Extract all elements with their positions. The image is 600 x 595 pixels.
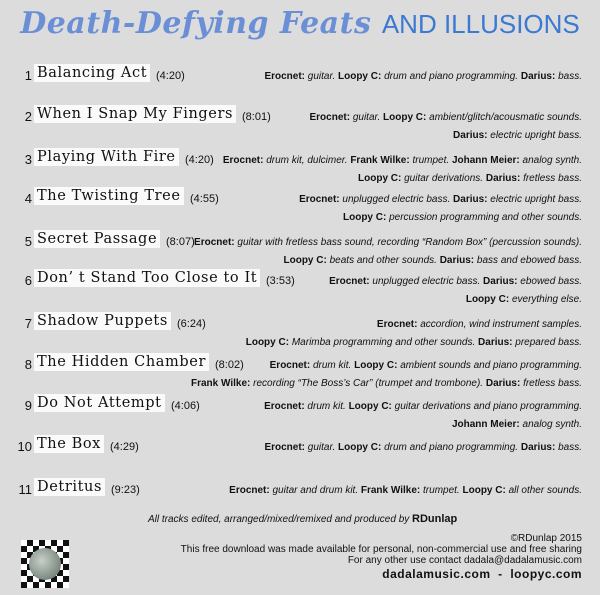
musician-name: Darius: <box>453 130 488 141</box>
track-title-text: Playing With Fire <box>37 149 176 165</box>
track-title <box>34 394 165 412</box>
logo-circle <box>29 548 61 580</box>
free-download-text: This free download was made available for personal, non-commercial use and free sharing <box>180 544 582 555</box>
instrument-text: electric upright bass. <box>487 130 582 141</box>
musician-name: Johann Meier: <box>451 155 520 166</box>
track-title <box>34 353 209 371</box>
credit-line <box>309 109 582 127</box>
track-title <box>34 269 260 287</box>
instrument-text: drum kit. <box>310 360 355 371</box>
musician-name: Erocnet: <box>309 112 351 123</box>
credit-line <box>229 482 582 500</box>
instrument-text: ambient/glitch/acousmatic sounds. <box>426 112 582 123</box>
track-title-text: Shadow Puppets <box>37 313 168 329</box>
track-number: 2 <box>24 109 32 124</box>
musician-name: Loopy C: <box>354 360 398 371</box>
instrument-text: electric upright bass. <box>487 194 582 205</box>
musician-name: Erocnet: <box>299 194 340 205</box>
track-duration: (4:55) <box>190 193 219 205</box>
credit-line <box>264 416 582 434</box>
track-number: 10 <box>17 439 32 454</box>
credit-line <box>194 234 582 252</box>
musician-name: Erocnet: <box>229 485 270 496</box>
track-title-text: When I Snap My Fingers <box>37 106 234 122</box>
instrument-text: ebowed bass. <box>517 276 582 287</box>
track-row <box>0 437 600 475</box>
track-number: 5 <box>24 234 32 249</box>
instrument-text: guitar derivations. <box>401 173 486 184</box>
producer-name: RDunlap <box>412 513 458 525</box>
musician-name: Darius: <box>439 255 475 266</box>
track-number: 4 <box>24 191 32 206</box>
track-title-text: Balancing Act <box>37 65 148 81</box>
musician-name: Erocnet: <box>376 319 418 330</box>
track-number: 1 <box>24 68 32 83</box>
track-row <box>0 271 600 309</box>
track-row <box>0 66 600 104</box>
musician-name: Erocnet: <box>269 360 311 371</box>
musician-name: Loopy C: <box>245 337 290 348</box>
track-title <box>34 64 150 82</box>
track-number: 11 <box>18 482 32 497</box>
credit-line <box>264 68 582 86</box>
track-title <box>34 187 184 205</box>
instrument-text: ambient sounds and piano programming. <box>397 360 582 371</box>
track-credits <box>246 316 582 352</box>
instrument-text: unplugged electric bass. <box>339 194 454 205</box>
credit-line <box>299 191 582 209</box>
musician-name: Erocnet: <box>264 401 305 412</box>
instrument-text: bass. <box>555 71 582 82</box>
musician-name: Darius: <box>453 194 488 205</box>
track-title <box>34 435 104 453</box>
track-row <box>0 355 600 393</box>
track-credits <box>194 234 582 270</box>
track-duration: (4:29) <box>110 441 139 453</box>
instrument-text: trumpet. <box>409 155 452 166</box>
track-title-text: The Box <box>37 436 101 452</box>
musician-name: Loopy C: <box>283 255 327 266</box>
track-credits <box>299 191 582 227</box>
credit-line <box>223 152 582 170</box>
instrument-text: prepared bass. <box>512 337 582 348</box>
dadala-logo <box>21 540 69 588</box>
track-duration: (9:23) <box>111 484 140 496</box>
credit-line <box>191 375 582 393</box>
musician-name: Loopy C: <box>383 112 427 123</box>
musician-name: Darius: <box>485 378 521 389</box>
track-duration: (4:20) <box>156 70 185 82</box>
track-title <box>34 105 236 123</box>
contact-text: For any other use contact dadala@dadalamusic.com <box>347 555 582 566</box>
track-credits <box>329 273 582 309</box>
musician-name: Loopy C: <box>465 294 510 305</box>
copyright-block <box>181 533 582 582</box>
musician-name: Frank Wilke: <box>350 155 410 166</box>
musician-name: Darius: <box>520 71 556 82</box>
instrument-text: guitar with fretless bass sound, recording “Random Box” (percussion sounds). <box>234 237 582 248</box>
musician-name: Loopy C: <box>348 401 392 412</box>
track-row <box>0 232 600 270</box>
instrument-text: Marimba programming and other sounds. <box>289 337 479 348</box>
credit-line <box>264 439 582 457</box>
track-credits <box>191 357 582 393</box>
musician-name: Darius: <box>483 276 518 287</box>
track-duration: (6:24) <box>177 318 206 330</box>
track-row <box>0 314 600 352</box>
musician-name: Darius: <box>520 442 556 453</box>
track-title-text: Secret Passage <box>37 231 158 247</box>
production-credit-text: All tracks edited, arranged/mixed/remixed and produced by <box>148 514 410 525</box>
track-title-text: The Hidden Chamber <box>37 354 206 370</box>
credit-line <box>264 398 582 416</box>
track-duration: (3:53) <box>266 275 295 287</box>
musician-name: Erocnet: <box>264 442 306 453</box>
track-row <box>0 396 600 434</box>
credit-line <box>246 316 582 334</box>
instrument-text: accordion, wind instrument samples. <box>417 319 582 330</box>
track-credits <box>309 109 582 145</box>
musician-name: Loopy C: <box>338 71 382 82</box>
credit-line <box>194 252 582 270</box>
instrument-text: guitar. <box>305 442 338 453</box>
track-title <box>34 312 171 330</box>
track-duration: (8:02) <box>215 359 244 371</box>
track-credits <box>264 439 582 457</box>
instrument-text: bass. <box>555 442 582 453</box>
musician-name: Loopy C: <box>338 442 382 453</box>
track-number: 8 <box>24 357 32 372</box>
musician-name: Erocnet: <box>264 71 306 82</box>
musician-name: Loopy C: <box>358 173 402 184</box>
credit-line <box>246 334 582 352</box>
musician-name: Frank Wilke: <box>191 378 251 389</box>
credit-line <box>309 127 582 145</box>
instrument-text: drum kit. <box>304 401 349 412</box>
instrument-text: guitar derivations and piano programming. <box>391 401 582 412</box>
credit-line <box>299 209 582 227</box>
track-credits <box>264 398 582 434</box>
track-title-text: Do Not Attempt <box>37 395 162 411</box>
instrument-text: analog synth. <box>519 419 582 430</box>
credit-line <box>329 291 582 309</box>
track-duration: (4:06) <box>171 400 200 412</box>
album-title <box>0 6 600 41</box>
musician-name: Erocnet: <box>194 237 235 248</box>
track-number: 6 <box>24 273 32 288</box>
instrument-text: beats and other sounds. <box>326 255 440 266</box>
musician-name: Darius: <box>478 337 513 348</box>
instrument-text: recording “The Boss’s Car” (trumpet and trombone). <box>250 378 486 389</box>
track-title <box>34 230 160 248</box>
musician-name: Frank Wilke: <box>360 485 421 496</box>
track-credits <box>223 152 582 188</box>
track-duration: (4:20) <box>185 154 214 166</box>
website-links: dadalamusic.com - loopyc.com <box>382 567 582 581</box>
track-title-text: Detritus <box>37 479 103 495</box>
track-row <box>0 107 600 145</box>
instrument-text: trumpet. <box>420 485 463 496</box>
musician-name: Loopy C: <box>343 212 387 223</box>
track-title <box>34 148 179 166</box>
instrument-text: everything else. <box>509 294 582 305</box>
production-credit <box>148 513 457 525</box>
instrument-text: guitar. <box>350 112 384 123</box>
musician-name: Darius: <box>485 173 521 184</box>
track-title-text: The Twisting Tree <box>37 188 181 204</box>
track-title-text: Don’ t Stand Too Close to It <box>37 270 258 286</box>
instrument-text: fretless bass. <box>520 173 582 184</box>
track-row <box>0 150 600 188</box>
track-title <box>34 478 105 496</box>
instrument-text: drum and piano programming. <box>381 442 521 453</box>
instrument-text: fretless bass. <box>520 378 582 389</box>
track-number: 3 <box>24 152 32 167</box>
track-duration: (8:01) <box>242 111 271 123</box>
credit-line <box>191 357 582 375</box>
track-duration: (8:07) <box>166 236 195 248</box>
musician-name: Erocnet: <box>222 155 264 166</box>
track-credits <box>264 68 582 86</box>
copyright-text: ©RDunlap 2015 <box>510 533 582 544</box>
instrument-text: guitar. <box>305 71 338 82</box>
instrument-text: drum and piano programming. <box>381 71 521 82</box>
album-title-script: Death-Defying Feats <box>20 6 372 41</box>
instrument-text: all other sounds. <box>505 485 582 496</box>
instrument-text: bass and ebowed bass. <box>474 255 582 266</box>
musician-name: Erocnet: <box>329 276 370 287</box>
credit-line <box>329 273 582 291</box>
track-row <box>0 189 600 227</box>
credit-line <box>223 170 582 188</box>
track-credits <box>229 482 582 500</box>
track-number: 9 <box>24 398 32 413</box>
instrument-text: percussion programming and other sounds. <box>386 212 582 223</box>
instrument-text: unplugged electric bass. <box>369 276 484 287</box>
instrument-text: analog synth. <box>519 155 582 166</box>
musician-name: Johann Meier: <box>451 419 520 430</box>
musician-name: Loopy C: <box>462 485 506 496</box>
track-number: 7 <box>24 316 32 331</box>
instrument-text: guitar and drum kit. <box>269 485 361 496</box>
album-title-caps: AND ILLUSIONS <box>381 9 580 39</box>
instrument-text: drum kit, dulcimer. <box>263 155 351 166</box>
